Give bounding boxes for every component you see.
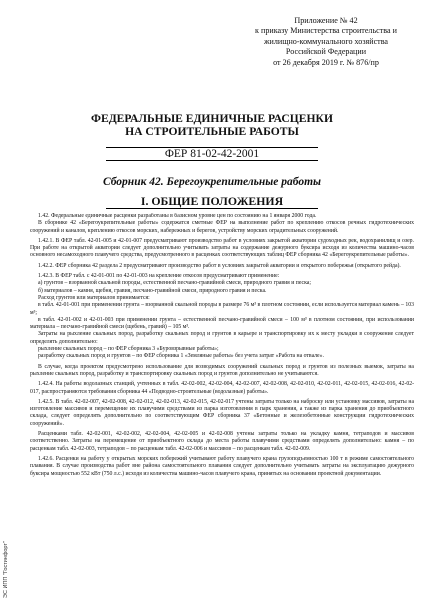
appendix-line: от 26 декабря 2019 г. № 876/пр xyxy=(273,57,379,67)
appendix-line: Российской Федерации xyxy=(285,47,367,57)
paragraph: 1.42.3. В ФЕР табл. с 42-01-001 по 42-01-003 на крепление откосов предусматривают применение: xyxy=(38,273,280,280)
collection-title: Сборник 42. Берегоукрепительные работы xyxy=(102,176,322,188)
side-stamp: ЭС ИПП "Гостинфорт" xyxy=(3,541,9,598)
appendix-line: жилищно-коммунального хозяйства xyxy=(263,36,389,46)
paragraph: 1.42.4. На работы водолазных станций, учтенных в табл. 42-02-002, 42-02-004, 42-02-007, 42-02-008, 42-02-010, 42-02-011, 42-02-015, 42-02-016, 42-02-017, распространяются требования сборника 44 «Подводно-строительные (водолазные) работы». xyxy=(30,381,414,395)
paragraph: Расценками табл. 42-02-001, 42-02-002, 42-02-004, 42-02-005 и 42-02-008 учтены затраты только на укладку камня, тетраподов и массивов соответственно. Затраты на перемещение от приобъектного склада до места работы плавучими средствами определять дополнительно: камня – по расценкам табл. 42-02-003, тетраподов – по расценкам табл. 42-02-006 и массивов – по расценкам табл. 42-02-009. xyxy=(30,431,414,452)
paragraph: Расход грунтов или материалов принимается: xyxy=(38,294,150,301)
main-title-line-1: ФЕДЕРАЛЬНЫЕ ЕДИНИЧНЫЕ РАСЦЕНКИ xyxy=(91,112,333,125)
paragraph: 1.42.2. ФЕР сборника 42 раздела 2 предусматривают производство работ в условиях закрытой акватории и открытого побережья (открытого рейда). xyxy=(38,262,401,269)
appendix-line: к приказу Министерства строительства и xyxy=(255,26,397,36)
paragraph: В сборнике 42 «Берегоукрепительные работы» содержатся сметные ФЕР на выполнение работ по креплению откосов речных гидротехнических сооружений и каналов, креплению откосов морских, набережных и берегов, устройству морских оградительных сооружений. xyxy=(30,220,414,234)
section-title: I. ОБЩИЕ ПОЛОЖЕНИЯ xyxy=(106,194,318,209)
paragraph: разработку скальных пород и грунтов – по ФЕР сборника 1 «Земляные работы» без учета затрат «Работа на отвале». xyxy=(38,353,324,360)
appendix-line: Приложение № 42 xyxy=(294,16,358,25)
main-title-line-2: НА СТРОИТЕЛЬНЫЕ РАБОТЫ xyxy=(125,125,299,138)
paragraph: б) материалов – камня, щебня, гравия, песчано-гравийной смеси, природного гравия и песка. xyxy=(38,287,267,294)
paragraph: в табл. 42-01-002 и 42-01-003 при применении грунта – естественной песчано-гравийной смеси – 100 м³ в плотном состоянии, при использовании материала – песчано-гравийной смеси (щебень, гравий) – 105 м³. xyxy=(30,316,414,331)
paragraph: 1.42.6. Расценки на работу у открытых морских побережий учитывают работу плавучего крана грузоподъемностью 100 т в режиме самостоятельного плавания. В случае производства работ вне района самостоятельного плавания следует дополнительно учитывать затраты на эксплуатацию дежурного буксира мощностью 552 кВт (750 л.с.) исходя из количества машино-часов плавучего крана, принятых на основании проектной документации. xyxy=(30,455,414,477)
paragraph: а) грунтов – взорванной скальной породы, естественной песчано-гравийной смеси, природного гравия и песка; xyxy=(38,280,311,287)
appendix-block xyxy=(236,16,416,68)
paragraph: 1.42.1. В ФЕР табл. 42-01-005 и 42-01-007 предусматривают производство работ в условиях закрытой акватории судоходных рек, водохранилищ и озер. При работе на открытой акватории следует дополнительно учитывать затраты на содержание дежурного буксира исходя из количества машино-часов основного несамоходного плавучего средства, предусмотренного в расценках соответствующих таблиц ФЕР сборника 42 «Берегоукрепительные работы». xyxy=(30,237,414,259)
document-code: ФЕР 81-02-42-2001 xyxy=(106,147,318,161)
paragraph: В случае, когда проектом предусмотрено использование для возводимых сооружений скальных пород и грунтов из полезных выемок, затраты на рыхление скальных пород, разработку и транспортировку скальных пород и грунтов дополнительно не учитываются. xyxy=(30,363,414,377)
paragraph: в табл. 42-01-001 при применении грунта – взорванной скальной породы в размере 76 м³ в плотном состоянии, если используется материал камень – 103 м³; xyxy=(30,302,414,316)
paragraph: 1.42.5. В табл. 42-02-007, 42-02-008, 42-02-012, 42-02-013, 42-02-015, 42-02-017 учтены затраты только на наброску или установку массивов, затраты на изготовление массивов и перемещение их плавучими средствами из парка изготовления в парк хранения, а также из парка хранения до приобъектного склада, следует определять дополнительно по соответствующим ФЕР сборника 37 «Бетонные и железобетонные конструкции гидротехнических сооружений». xyxy=(30,398,414,427)
body-text xyxy=(30,213,414,593)
paragraph: Затраты на рыхление скальных пород, разработку скальных пород и грунтов в карьере и транспортировку их к месту укладки в сооружение следует определять дополнительно: xyxy=(30,331,414,345)
paragraph: 1.42. Федеральные единичные расценки разработаны в базисном уровне цен по состоянию на 1 января 2000 года. xyxy=(38,213,317,219)
paragraph: рыхление скальных пород – по ФЕР сборника 3 «Буровзрывные работы»; xyxy=(38,346,219,353)
